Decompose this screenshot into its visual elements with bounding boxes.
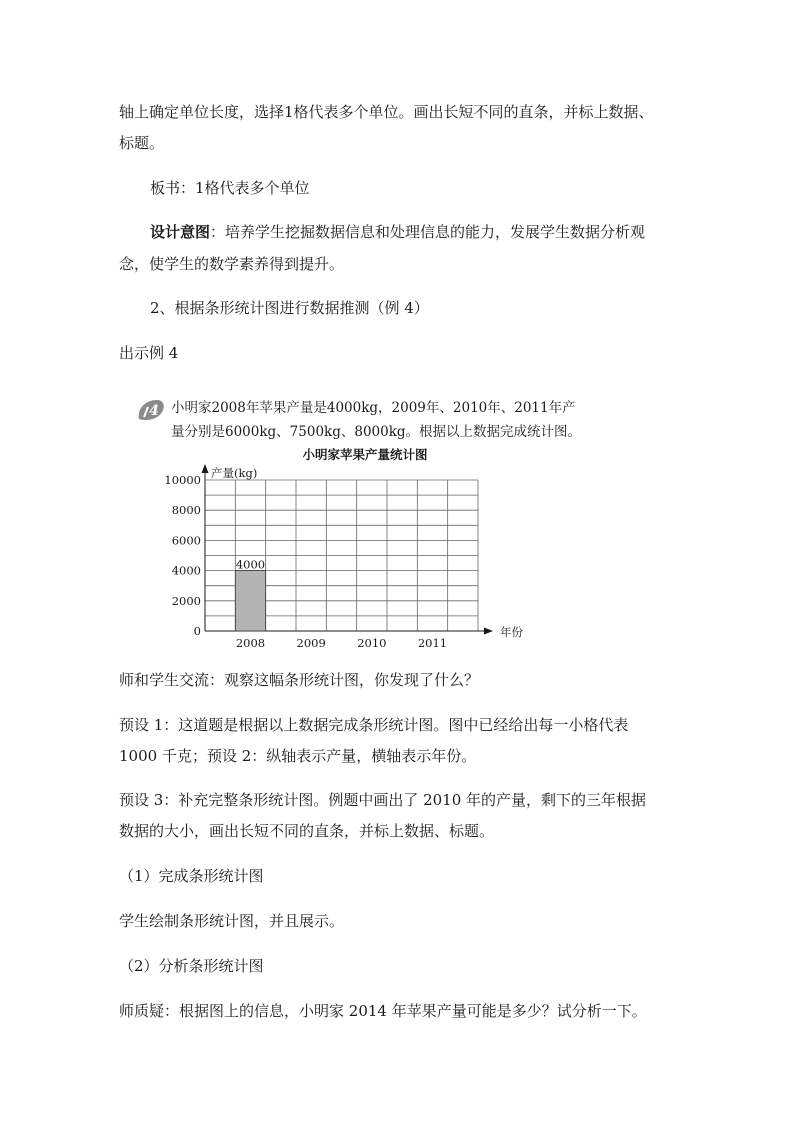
paragraph-line: 念，使学生的数学素养得到提升。	[119, 255, 345, 273]
paragraph-line: 数据的大小，画出长短不同的直条，并标上数据、标题。	[119, 822, 495, 840]
example-text-line: 量分别是6000kg、7500kg、8000kg。根据以上数据完成统计图。	[171, 424, 582, 440]
example-4-figure	[135, 393, 595, 653]
design-intent-label: 设计意图	[150, 223, 211, 241]
paragraph-line: 预设 1：这道题是根据以上数据完成条形统计图。图中已经给出每一小格代表	[119, 716, 629, 734]
step-heading: （2）分析条形统计图	[119, 957, 264, 975]
y-axis-label: 产量(kg)	[211, 466, 258, 480]
section-heading: 2、根据条形统计图进行数据推测（例 4）	[150, 299, 429, 317]
example-badge-number: 4	[149, 403, 159, 419]
example-text-line: 小明家2008年苹果产量是4000kg，2009年、2010年、2011年产	[171, 400, 576, 416]
paragraph-line: 出示例 4	[119, 344, 179, 362]
paragraph-line: 预设 3：补充完整条形统计图。例题中画出了 2010 年的产量，剩下的三年根据	[119, 791, 647, 809]
x-tick-label: 2008	[235, 636, 266, 650]
y-axis-arrow-icon	[202, 464, 209, 473]
bar-chart	[135, 459, 595, 659]
y-tick-label: 6000	[171, 533, 201, 548]
y-tick-label: 10000	[164, 473, 201, 487]
step-heading: （1）完成条形统计图	[119, 867, 264, 885]
paragraph-line: 标题。	[119, 134, 165, 152]
board-note: 板书：1格代表多个单位	[150, 179, 310, 197]
design-intent	[150, 222, 645, 242]
y-tick-label: 0	[193, 624, 201, 638]
bar	[235, 571, 265, 631]
paragraph-line: 1000 千克；预设 2：纵轴表示产量，横轴表示年份。	[119, 747, 477, 765]
x-axis-label: 年份	[500, 625, 523, 639]
example-badge-icon	[135, 397, 167, 423]
y-tick-label: 2000	[171, 593, 201, 608]
paragraph-line: 师质疑：根据图上的信息，小明家 2014 年苹果产量可能是多少？试分析一下。	[119, 1002, 647, 1020]
bar-data-label: 4000	[235, 557, 266, 572]
x-tick-label: 2009	[296, 636, 326, 650]
chart-title: 小明家苹果产量统计图	[302, 447, 428, 462]
paragraph-line: 师和学生交流：观察这幅条形统计图，你发现了什么？	[119, 671, 480, 689]
y-tick-label: 8000	[171, 503, 201, 518]
y-tick-label: 4000	[171, 563, 201, 578]
x-axis-arrow-icon	[484, 628, 493, 635]
x-tick-label: 2010	[357, 636, 387, 650]
design-intent-text: ：培养学生挖掘数据信息和处理信息的能力，发展学生数据分析观	[210, 223, 646, 241]
paragraph-line: 轴上确定单位长度，选择1格代表多个单位。画出长短不同的直条，并标上数据、	[119, 103, 654, 121]
x-tick-label: 2011	[417, 636, 448, 650]
paragraph-line: 学生绘制条形统计图，并且展示。	[119, 912, 345, 930]
